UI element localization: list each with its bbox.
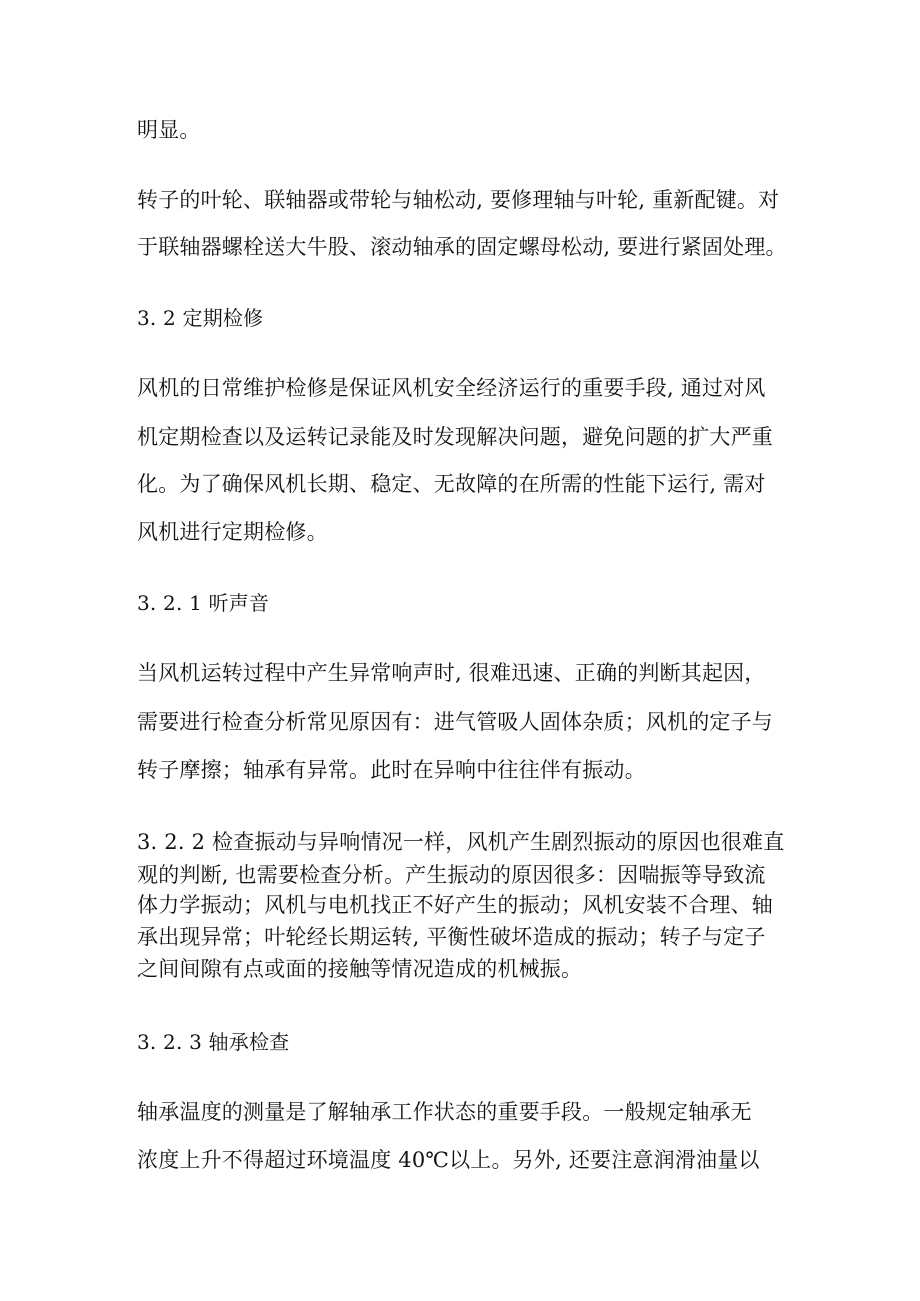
paragraph-6-line-1: 当风机运转过程中产生异常响声时, 很难迅速、正确的判断其起因，: [137, 661, 766, 685]
paragraph-6-line-3: 转子摩擦；轴承有异常。此时在异响中往往伴有振动。: [137, 758, 646, 782]
section-heading-3-2: 3. 2 定期检修: [137, 306, 264, 330]
section-heading-3-2-1: 3. 2. 1 听声音: [137, 591, 270, 615]
paragraph-6-line-2: 需要进行检查分析常见原因有：进气管吸人固体杂质；风机的定子与: [137, 710, 773, 734]
paragraph-9-line-1: 轴承温度的测量是了解轴承工作状态的重要手段。一般规定轴承无: [137, 1100, 752, 1124]
paragraph-7-line-4: 承出现异常；叶轮经长期运转, 平衡性破坏造成的振动；转子与定子: [137, 925, 766, 949]
paragraph-4-line-2: 机定期检查以及运转记录能及时发现解决问题，避免问题的扩大严重: [137, 425, 773, 449]
paragraph-2-line-2: 于联轴器螺栓送大牛股、滚动轴承的固定螺母松动, 要进行紧固处理。: [137, 235, 787, 259]
paragraph-4-line-4: 风机进行定期检修。: [137, 520, 328, 544]
paragraph-7-line-5: 之间间隙有点或面的接触等情况造成的机械振。: [137, 957, 583, 981]
section-heading-3-2-3: 3. 2. 3 轴承检查: [137, 1030, 290, 1054]
paragraph-7-line-3: 体力学振动；风机与电机找正不好产生的振动；风机安装不合理、轴: [137, 893, 773, 917]
paragraph-1-line-1: 明显。: [137, 118, 201, 142]
paragraph-4-line-1: 风机的日常维护检修是保证风机安全经济运行的重要手段, 通过对风: [137, 376, 766, 400]
paragraph-7-line-2: 观的判断, 也需要检查分析。产生振动的原因很多：因喘振等导致流: [137, 863, 766, 887]
paragraph-7-line-1: 3. 2. 2 检查振动与异响情况一样，风机产生剧烈振动的原因也很难直: [137, 830, 785, 854]
paragraph-4-line-3: 化。为了确保风机长期、稳定、无故障的在所需的性能下运行, 需对: [137, 472, 766, 496]
paragraph-2-line-1: 转子的叶轮、联轴器或带轮与轴松动, 要修理轴与叶轮, 重新配键。对: [137, 188, 780, 212]
paragraph-9-line-2: 浓度上升不得超过环境温度 40℃以上。另外, 还要注意润滑油量以: [137, 1148, 760, 1172]
